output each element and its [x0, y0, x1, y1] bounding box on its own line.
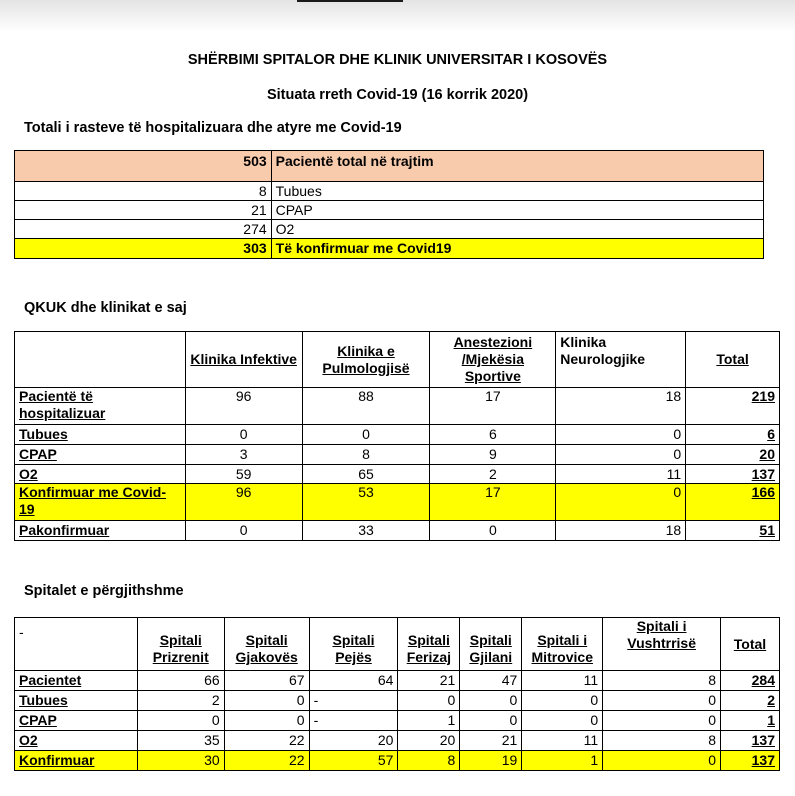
- table-row: [15, 425, 780, 445]
- column-header: Klinika e Pulmologjisë: [302, 332, 430, 388]
- column-header: Klinika Infektive: [185, 332, 302, 388]
- table-cell: 19: [460, 751, 522, 771]
- table-cell: 21: [398, 671, 460, 691]
- top-shadow: [0, 0, 795, 32]
- row-label: CPAP: [15, 711, 138, 731]
- table-row: [15, 388, 780, 425]
- table-cell: 88: [302, 388, 430, 425]
- table-cell: 20: [398, 731, 460, 751]
- table-row: [15, 151, 764, 182]
- table-cell: 0: [185, 425, 302, 445]
- table-cell: 57: [309, 751, 398, 771]
- table-cell: 2: [137, 691, 224, 711]
- table-cell: 67: [224, 671, 309, 691]
- table-cell: 303: [15, 239, 272, 259]
- totals-table: [14, 150, 764, 259]
- section3-heading: Spitalet e përgjithshme: [24, 583, 184, 599]
- table-row: [15, 445, 780, 465]
- table-row: [15, 239, 764, 259]
- table-cell: 47: [460, 671, 522, 691]
- table-cell: 21: [15, 201, 272, 220]
- table-cell: -: [309, 691, 398, 711]
- table-row: [15, 521, 780, 541]
- qkuk-table: [14, 331, 780, 541]
- table-cell: 8: [398, 751, 460, 771]
- table-row: [15, 201, 764, 220]
- row-label: O2: [15, 465, 186, 484]
- table-cell: 0: [603, 711, 721, 731]
- table-cell: 18: [556, 521, 686, 541]
- table-cell: 30: [137, 751, 224, 771]
- table-cell: 8: [15, 182, 272, 201]
- column-header: Spitali Gjilani: [460, 618, 522, 671]
- document-title: SHËRBIMI SPITALOR DHE KLINIK UNIVERSITAR I KOSOVËS: [187, 52, 608, 68]
- table-cell: 0: [556, 445, 686, 465]
- table-row: [15, 182, 764, 201]
- row-label: Pakonfirmuar: [15, 521, 186, 541]
- table-cell: 8: [302, 445, 430, 465]
- row-label: Pacientet: [15, 671, 138, 691]
- table-row: [15, 484, 780, 521]
- table-row: [15, 731, 780, 751]
- top-bar: [297, 0, 403, 2]
- row-label: Tubues: [15, 425, 186, 445]
- column-header: Spitali Pejës: [309, 618, 398, 671]
- table-cell: 0: [137, 711, 224, 731]
- total-cell: 6: [686, 425, 780, 445]
- row-label: Konfirmuar me Covid-19: [15, 484, 186, 521]
- table-cell: -: [309, 711, 398, 731]
- table-cell: 0: [556, 484, 686, 521]
- table-cell: 3: [185, 445, 302, 465]
- column-header: Total: [686, 332, 780, 388]
- total-cell: 51: [686, 521, 780, 541]
- table-cell: Tubues: [271, 182, 763, 201]
- column-header: Spitali Gjakovës: [224, 618, 309, 671]
- table-cell: 11: [522, 731, 603, 751]
- table-cell: 65: [302, 465, 430, 484]
- table-cell: 8: [603, 731, 721, 751]
- table-cell: 11: [556, 465, 686, 484]
- table-cell: Të konfirmuar me Covid19: [271, 239, 763, 259]
- total-cell: 219: [686, 388, 780, 425]
- total-cell: 2: [721, 691, 780, 711]
- table-cell: 96: [185, 484, 302, 521]
- table-cell: 1: [398, 711, 460, 731]
- table-cell: 1: [522, 751, 603, 771]
- table-cell: 0: [522, 691, 603, 711]
- table-cell: 0: [302, 425, 430, 445]
- table-cell: 9: [430, 445, 556, 465]
- table-row: [15, 691, 780, 711]
- table-cell: 17: [430, 388, 556, 425]
- table-cell: 0: [556, 425, 686, 445]
- table-cell: 96: [185, 388, 302, 425]
- row-label: Tubues: [15, 691, 138, 711]
- table-cell: 0: [185, 521, 302, 541]
- row-label: O2: [15, 731, 138, 751]
- table-cell: 0: [224, 691, 309, 711]
- table-cell: 35: [137, 731, 224, 751]
- general-hospitals-table: [14, 617, 780, 771]
- total-cell: 284: [721, 671, 780, 691]
- table-cell: 22: [224, 731, 309, 751]
- table-cell: 59: [185, 465, 302, 484]
- row-label: Konfirmuar: [15, 751, 138, 771]
- document-subtitle: Situata rreth Covid-19 (16 korrik 2020): [266, 87, 529, 103]
- header-cell-dash: -: [15, 618, 138, 671]
- table-cell: 21: [460, 731, 522, 751]
- table-cell: 64: [309, 671, 398, 691]
- table-cell: 17: [430, 484, 556, 521]
- column-header: Spitali i Mitrovice: [522, 618, 603, 671]
- table-row: [15, 751, 780, 771]
- row-label: Pacientë të hospitalizuar: [15, 388, 186, 425]
- table-cell: 0: [224, 711, 309, 731]
- table-cell: 0: [460, 711, 522, 731]
- table-cell: 33: [302, 521, 430, 541]
- table-cell: 53: [302, 484, 430, 521]
- table-cell: 8: [603, 671, 721, 691]
- total-value: 503: [15, 151, 272, 182]
- table-cell: 18: [556, 388, 686, 425]
- total-cell: 20: [686, 445, 780, 465]
- table-cell: 2: [430, 465, 556, 484]
- table-cell: 20: [309, 731, 398, 751]
- total-label: Pacientë total në trajtim: [271, 151, 763, 182]
- total-cell: 166: [686, 484, 780, 521]
- column-header: Anestezioni /Mjekësia Sportive: [430, 332, 556, 388]
- table-row: [15, 671, 780, 691]
- table-cell: 0: [522, 711, 603, 731]
- table-cell: O2: [271, 220, 763, 239]
- section2-heading: QKUK dhe klinikat e saj: [24, 300, 187, 316]
- table-cell: 0: [398, 691, 460, 711]
- section1-heading: Totali i rasteve të hospitalizuara dhe atyre me Covid-19: [24, 120, 402, 136]
- column-header: Total: [721, 618, 780, 671]
- column-header: Spitali Ferizaj: [398, 618, 460, 671]
- table-cell: 6: [430, 425, 556, 445]
- total-cell: 1: [721, 711, 780, 731]
- table-cell: 0: [430, 521, 556, 541]
- table-cell: 22: [224, 751, 309, 771]
- table-row: [15, 465, 780, 484]
- total-cell: 137: [686, 465, 780, 484]
- header-cell-empty: [15, 332, 186, 388]
- table-cell: 0: [603, 751, 721, 771]
- table-cell: 11: [522, 671, 603, 691]
- row-label: CPAP: [15, 445, 186, 465]
- table-cell: CPAP: [271, 201, 763, 220]
- table-row: [15, 711, 780, 731]
- table-row: [15, 220, 764, 239]
- column-header: Spitali i Vushtrrisë: [603, 618, 721, 671]
- table-cell: 274: [15, 220, 272, 239]
- table-cell: 0: [603, 691, 721, 711]
- total-cell: 137: [721, 751, 780, 771]
- table-cell: 66: [137, 671, 224, 691]
- column-header: Spitali Prizrenit: [137, 618, 224, 671]
- table-header-row: [15, 618, 780, 671]
- column-header: Klinika Neurologjike: [556, 332, 686, 388]
- total-cell: 137: [721, 731, 780, 751]
- table-header-row: [15, 332, 780, 388]
- table-cell: 0: [460, 691, 522, 711]
